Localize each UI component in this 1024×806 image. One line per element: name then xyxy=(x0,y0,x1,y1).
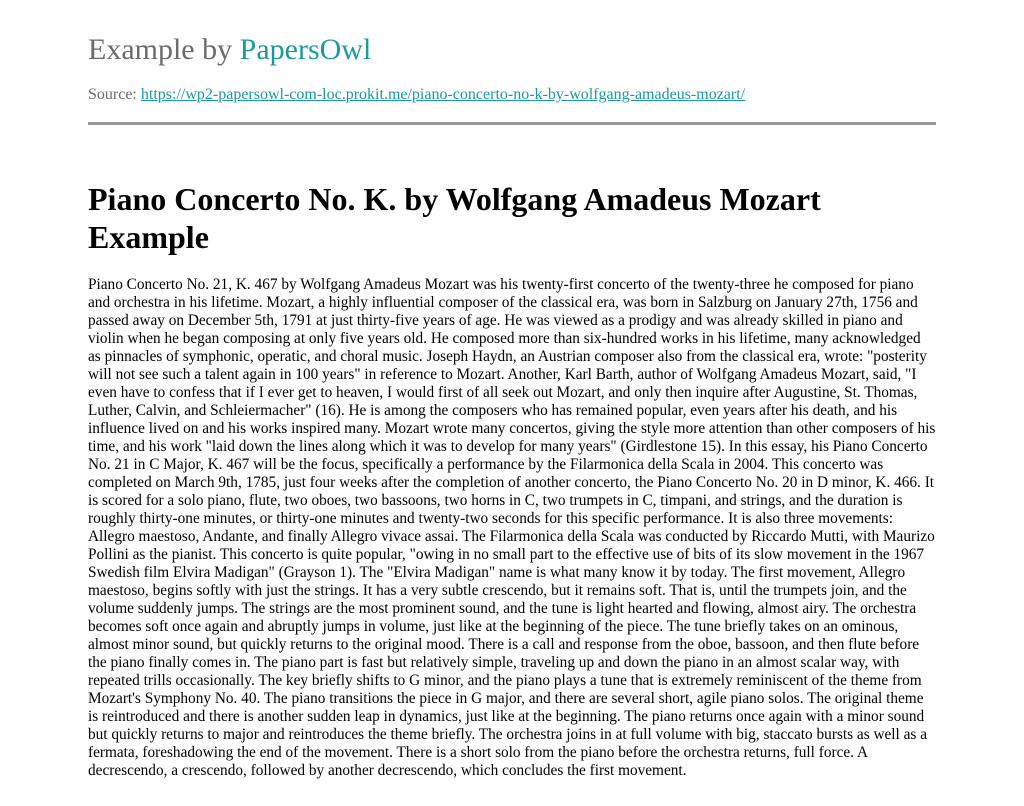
header-divider xyxy=(88,122,936,125)
essay-body: Piano Concerto No. 21, K. 467 by Wolfgang Amadeus Mozart was his twenty-first concerto of the twenty-three he composed for piano and orchestra in his lifetime. Mozart, a highly influential composer of the classical era, was born in Salzburg on January 27th, 1756 and passed away on December 5th, 1791 at just thirty-five years of age. He was viewed as a prodigy and was already skilled in piano and violin when he began composing at only five years old. He composed more than six-hundred works in his lifetime, many acknowledged as pinnacles of symphonic, operatic, and choral music. Joseph Haydn, an Austrian composer also from the classical era, wrote: "posterity will not see such a talent again in 100 years" in reference to Mozart. Another, Karl Barth, author of Wolfgang Amadeus Mozart, said, "I even have to confess that if I ever get to heaven, I would first of all seek out Mozart, and only then inquire after Augustine, St. Thomas, Luther, Calvin, and Schleiermacher" (16). He is among the composers who has remained popular, even years after his death, and his influence lived on and his works inspired many. Mozart wrote many concertos, giving the style more attention than other composers of his time, and his work "laid down the lines along which it was to develop for many years" (Girdlestone 15). In this essay, his Piano Concerto No. 21 in C Major, K. 467 will be the focus, specifically a performance by the Filarmonica della Scala in 2004. This concerto was completed on March 9th, 1785, just four weeks after the completion of another concerto, the Piano Concerto No. 20 in D minor, K. 466. It is scored for a solo piano, flute, two oboes, two bassoons, two horns in C, two trumpets in C, timpani, and strings, and the duration is roughly thirty-one minutes, or thirty-one minutes and twenty-two seconds for this specific performance. It is also three movements: Allegro maestoso, Andante, and finally Allegro vivace assai. The Filarmonica della Scala was conducted by Riccardo Mutti, with Maurizo Pollini as the pianist. This concerto is quite popular, "owing in no small part to the effective use of bits of its slow movement in the 1967 Swedish film Elvira Madigan" (Grayson 1). The "Elvira Madigan" name is what many know it by today. The first movement, Allegro maestoso, begins softly with just the strings. It has a very subtle crescendo, but it remains soft. That is, until the trumpets join, and the volume suddenly jumps. The strings are the most prominent sound, and the tune is light hearted and flowing, almost airy. The orchestra becomes soft once again and abruptly jumps in volume, just like at the beginning of the piece. The tune briefly takes on an ominous, almost minor sound, but quickly returns to the original mood. There is a call and response from the oboe, bassoon, and then flute before the piano finally comes in. The piano part is fast but relatively simple, traveling up and down the piano in an almost scalar way, with repeated trills occasionally. The key briefly shifts to G minor, and the piano plays a tune that is extremely reminiscent of the theme from Mozart's Symphony No. 40. The piano transitions the piece in G major, and there are several short, agile piano solos. The original theme is reintroduced and there is another sudden leap in dynamics, just like at the beginning. The piano returns once again with a minor sound but quickly returns to major and reintroduces the theme briefly. The orchestra joins in at full volume with big, staccato bursts as well as a fermata, foreshadowing the end of the movement. There is a short solo from the piano before the orchestra returns, full force. A decrescendo, a crescendo, followed by another decrescendo, which concludes the first movement. xyxy=(88,276,936,779)
source-label: Source: xyxy=(88,86,137,103)
page-title: Piano Concerto No. K. by Wolfgang Amadeus Mozart Example xyxy=(88,181,821,255)
site-header xyxy=(88,30,936,106)
source-line xyxy=(88,84,936,106)
brand-heading xyxy=(88,30,936,70)
brand-name[interactable]: PapersOwl xyxy=(239,33,372,66)
brand-prefix: Example by xyxy=(88,33,233,66)
source-link[interactable]: https://wp2-papersowl-com-loc.prokit.me/piano-concerto-no-k-by-wolfgang-amadeus-mozart/ xyxy=(140,86,746,103)
